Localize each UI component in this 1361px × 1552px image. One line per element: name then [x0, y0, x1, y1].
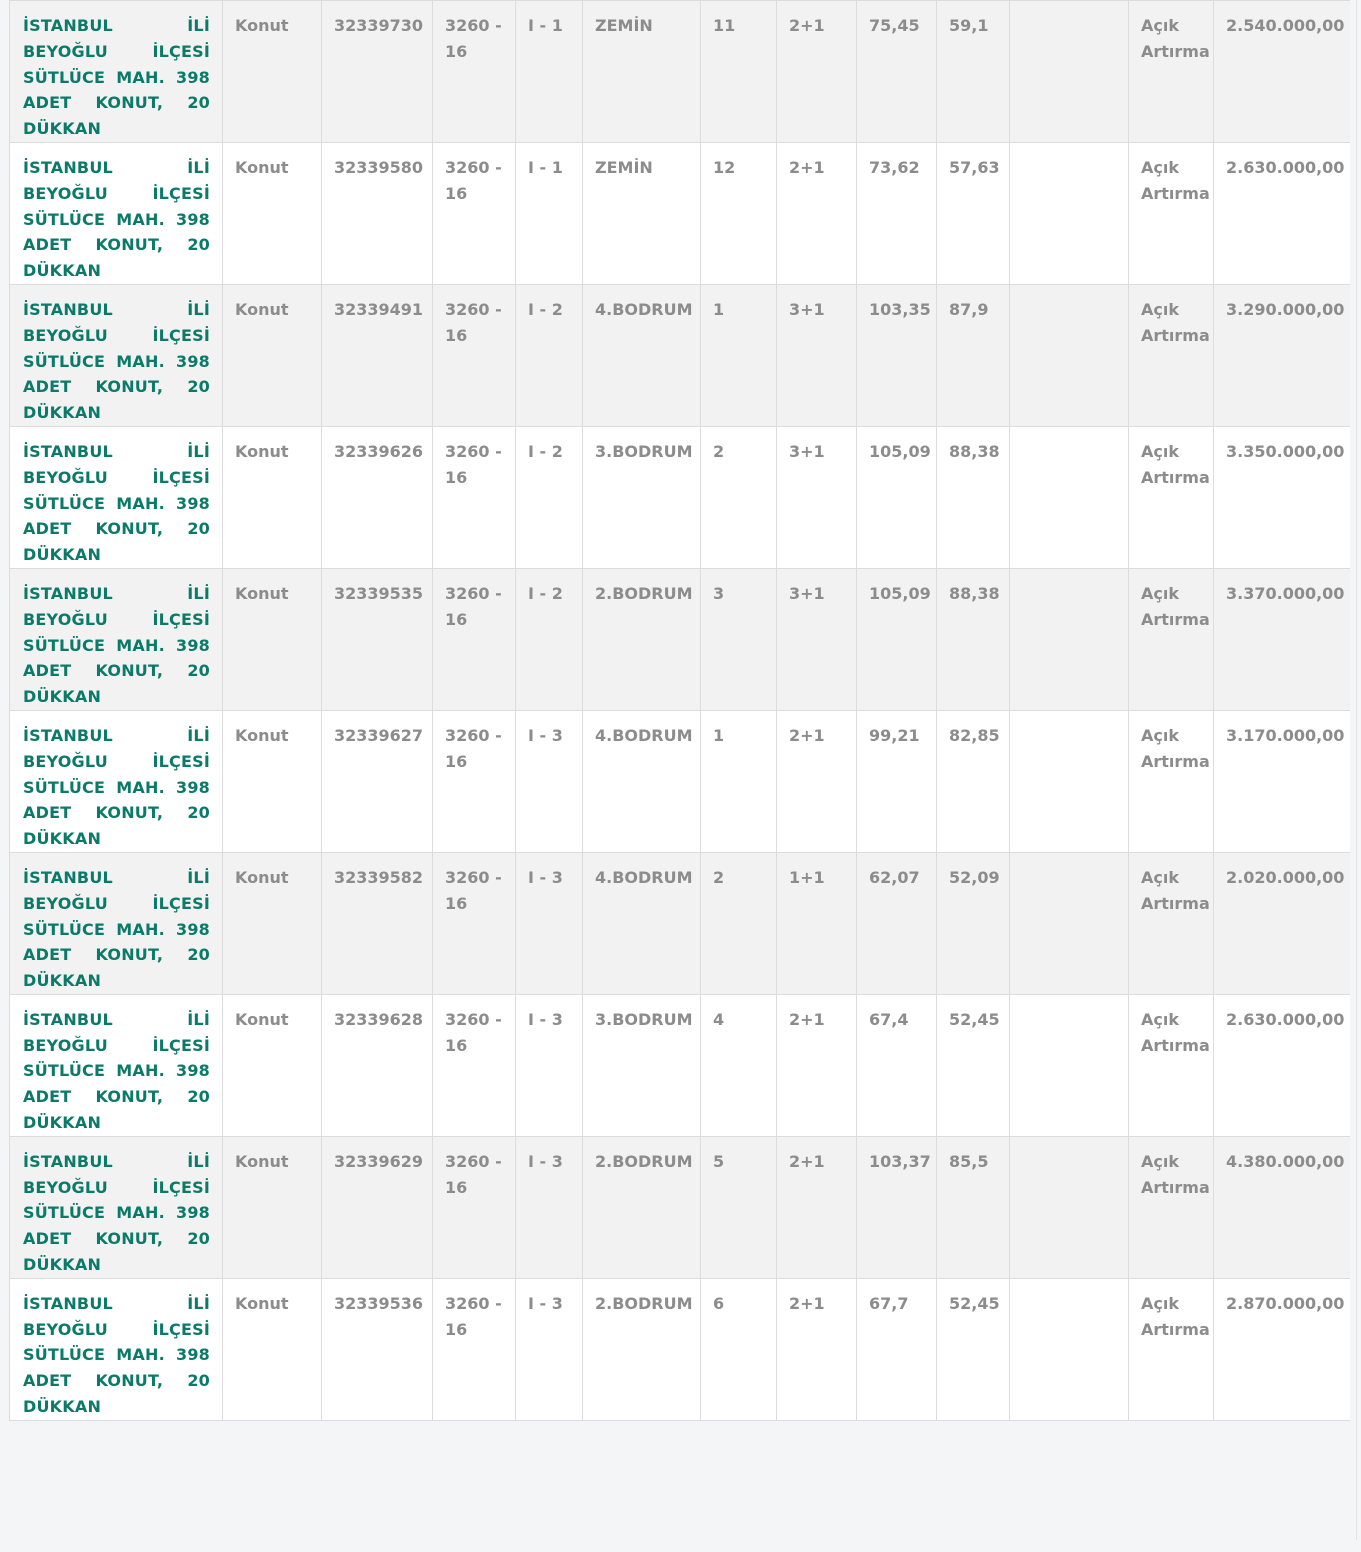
floor-cell: 3.BODRUM: [583, 994, 701, 1136]
net-area-cell: 82,85: [937, 710, 1010, 852]
net-area-cell: 87,9: [937, 284, 1010, 426]
room-count-cell: 2+1: [777, 1278, 857, 1420]
block-cell: 3260 - 16: [433, 568, 516, 710]
floor-cell: 4.BODRUM: [583, 284, 701, 426]
empty-cell: [1010, 426, 1129, 568]
table-row[interactable]: [10, 1, 1351, 143]
gutter-divider: [1356, 0, 1357, 1540]
room-count-cell: 2+1: [777, 142, 857, 284]
block-cell: 3260 - 16: [433, 426, 516, 568]
stage-cell: I - 2: [516, 284, 583, 426]
location-cell: İSTANBUL İLİ BEYOĞLU İLÇESİ SÜTLÜCE MAH. 398 ADET KONUT, 20 DÜKKAN: [10, 994, 223, 1136]
table-row[interactable]: [10, 1278, 1351, 1420]
gross-area-cell: 67,7: [857, 1278, 937, 1420]
table-row[interactable]: [10, 1136, 1351, 1278]
net-area-cell: 88,38: [937, 568, 1010, 710]
net-area-cell: 57,63: [937, 142, 1010, 284]
sale-method-cell: Açık Artırma: [1129, 142, 1214, 284]
listing-table-container: [9, 0, 1350, 1421]
floor-cell: 4.BODRUM: [583, 710, 701, 852]
unit-number-cell: 2: [701, 852, 777, 994]
location-cell: İSTANBUL İLİ BEYOĞLU İLÇESİ SÜTLÜCE MAH. 398 ADET KONUT, 20 DÜKKAN: [10, 1136, 223, 1278]
location-cell: İSTANBUL İLİ BEYOĞLU İLÇESİ SÜTLÜCE MAH. 398 ADET KONUT, 20 DÜKKAN: [10, 568, 223, 710]
unit-number-cell: 5: [701, 1136, 777, 1278]
table-row[interactable]: [10, 994, 1351, 1136]
empty-cell: [1010, 1278, 1129, 1420]
table-row[interactable]: [10, 710, 1351, 852]
stage-cell: I - 3: [516, 994, 583, 1136]
gross-area-cell: 99,21: [857, 710, 937, 852]
type-cell: Konut: [223, 710, 322, 852]
location-cell: İSTANBUL İLİ BEYOĞLU İLÇESİ SÜTLÜCE MAH. 398 ADET KONUT, 20 DÜKKAN: [10, 1278, 223, 1420]
table-row[interactable]: [10, 852, 1351, 994]
type-cell: Konut: [223, 142, 322, 284]
type-cell: Konut: [223, 1, 322, 143]
room-count-cell: 2+1: [777, 1, 857, 143]
price-cell: 3.290.000,00: [1214, 284, 1351, 426]
stage-cell: I - 3: [516, 1278, 583, 1420]
listing-id-cell: 32339626: [322, 426, 433, 568]
room-count-cell: 3+1: [777, 284, 857, 426]
sale-method-cell: Açık Artırma: [1129, 710, 1214, 852]
listing-id-cell: 32339491: [322, 284, 433, 426]
sale-method-cell: Açık Artırma: [1129, 568, 1214, 710]
location-cell: İSTANBUL İLİ BEYOĞLU İLÇESİ SÜTLÜCE MAH. 398 ADET KONUT, 20 DÜKKAN: [10, 284, 223, 426]
listing-id-cell: 32339629: [322, 1136, 433, 1278]
net-area-cell: 88,38: [937, 426, 1010, 568]
block-cell: 3260 - 16: [433, 1278, 516, 1420]
table-row[interactable]: [10, 568, 1351, 710]
unit-number-cell: 1: [701, 284, 777, 426]
room-count-cell: 3+1: [777, 568, 857, 710]
net-area-cell: 52,09: [937, 852, 1010, 994]
sale-method-cell: Açık Artırma: [1129, 284, 1214, 426]
net-area-cell: 85,5: [937, 1136, 1010, 1278]
type-cell: Konut: [223, 994, 322, 1136]
type-cell: Konut: [223, 1278, 322, 1420]
gross-area-cell: 105,09: [857, 426, 937, 568]
listing-id-cell: 32339580: [322, 142, 433, 284]
price-cell: 2.630.000,00: [1214, 142, 1351, 284]
empty-cell: [1010, 284, 1129, 426]
empty-cell: [1010, 994, 1129, 1136]
table-row[interactable]: [10, 142, 1351, 284]
net-area-cell: 52,45: [937, 1278, 1010, 1420]
location-cell: İSTANBUL İLİ BEYOĞLU İLÇESİ SÜTLÜCE MAH. 398 ADET KONUT, 20 DÜKKAN: [10, 142, 223, 284]
floor-cell: 4.BODRUM: [583, 852, 701, 994]
listing-id-cell: 32339628: [322, 994, 433, 1136]
room-count-cell: 2+1: [777, 994, 857, 1136]
price-cell: 2.540.000,00: [1214, 1, 1351, 143]
block-cell: 3260 - 16: [433, 1136, 516, 1278]
location-cell: İSTANBUL İLİ BEYOĞLU İLÇESİ SÜTLÜCE MAH. 398 ADET KONUT, 20 DÜKKAN: [10, 426, 223, 568]
block-cell: 3260 - 16: [433, 284, 516, 426]
unit-number-cell: 2: [701, 426, 777, 568]
price-cell: 3.170.000,00: [1214, 710, 1351, 852]
type-cell: Konut: [223, 426, 322, 568]
empty-cell: [1010, 1, 1129, 143]
type-cell: Konut: [223, 568, 322, 710]
block-cell: 3260 - 16: [433, 852, 516, 994]
room-count-cell: 1+1: [777, 852, 857, 994]
sale-method-cell: Açık Artırma: [1129, 1278, 1214, 1420]
property-listing-table: [9, 0, 1351, 1421]
stage-cell: I - 2: [516, 568, 583, 710]
price-cell: 3.370.000,00: [1214, 568, 1351, 710]
listing-id-cell: 32339535: [322, 568, 433, 710]
price-cell: 2.630.000,00: [1214, 994, 1351, 1136]
unit-number-cell: 4: [701, 994, 777, 1136]
room-count-cell: 2+1: [777, 1136, 857, 1278]
sale-method-cell: Açık Artırma: [1129, 426, 1214, 568]
table-row[interactable]: [10, 426, 1351, 568]
listing-id-cell: 32339730: [322, 1, 433, 143]
sale-method-cell: Açık Artırma: [1129, 994, 1214, 1136]
floor-cell: ZEMİN: [583, 142, 701, 284]
table-body: [10, 1, 1351, 1421]
gross-area-cell: 105,09: [857, 568, 937, 710]
empty-cell: [1010, 852, 1129, 994]
location-cell: İSTANBUL İLİ BEYOĞLU İLÇESİ SÜTLÜCE MAH. 398 ADET KONUT, 20 DÜKKAN: [10, 1, 223, 143]
sale-method-cell: Açık Artırma: [1129, 1136, 1214, 1278]
stage-cell: I - 3: [516, 852, 583, 994]
unit-number-cell: 1: [701, 710, 777, 852]
price-cell: 4.380.000,00: [1214, 1136, 1351, 1278]
block-cell: 3260 - 16: [433, 994, 516, 1136]
unit-number-cell: 12: [701, 142, 777, 284]
listing-id-cell: 32339582: [322, 852, 433, 994]
empty-cell: [1010, 1136, 1129, 1278]
block-cell: 3260 - 16: [433, 142, 516, 284]
stage-cell: I - 3: [516, 710, 583, 852]
listing-id-cell: 32339536: [322, 1278, 433, 1420]
type-cell: Konut: [223, 852, 322, 994]
empty-cell: [1010, 568, 1129, 710]
sale-method-cell: Açık Artırma: [1129, 1, 1214, 143]
stage-cell: I - 1: [516, 1, 583, 143]
price-cell: 2.020.000,00: [1214, 852, 1351, 994]
block-cell: 3260 - 16: [433, 1, 516, 143]
room-count-cell: 2+1: [777, 710, 857, 852]
stage-cell: I - 3: [516, 1136, 583, 1278]
type-cell: Konut: [223, 1136, 322, 1278]
floor-cell: 2.BODRUM: [583, 1136, 701, 1278]
floor-cell: 3.BODRUM: [583, 426, 701, 568]
type-cell: Konut: [223, 284, 322, 426]
floor-cell: ZEMİN: [583, 1, 701, 143]
location-cell: İSTANBUL İLİ BEYOĞLU İLÇESİ SÜTLÜCE MAH. 398 ADET KONUT, 20 DÜKKAN: [10, 710, 223, 852]
table-row[interactable]: [10, 284, 1351, 426]
net-area-cell: 52,45: [937, 994, 1010, 1136]
gross-area-cell: 62,07: [857, 852, 937, 994]
price-cell: 3.350.000,00: [1214, 426, 1351, 568]
floor-cell: 2.BODRUM: [583, 1278, 701, 1420]
unit-number-cell: 6: [701, 1278, 777, 1420]
sale-method-cell: Açık Artırma: [1129, 852, 1214, 994]
stage-cell: I - 2: [516, 426, 583, 568]
net-area-cell: 59,1: [937, 1, 1010, 143]
gross-area-cell: 73,62: [857, 142, 937, 284]
gross-area-cell: 103,35: [857, 284, 937, 426]
gross-area-cell: 75,45: [857, 1, 937, 143]
stage-cell: I - 1: [516, 142, 583, 284]
empty-cell: [1010, 142, 1129, 284]
unit-number-cell: 3: [701, 568, 777, 710]
gross-area-cell: 67,4: [857, 994, 937, 1136]
block-cell: 3260 - 16: [433, 710, 516, 852]
empty-cell: [1010, 710, 1129, 852]
listing-id-cell: 32339627: [322, 710, 433, 852]
price-cell: 2.870.000,00: [1214, 1278, 1351, 1420]
floor-cell: 2.BODRUM: [583, 568, 701, 710]
gross-area-cell: 103,37: [857, 1136, 937, 1278]
room-count-cell: 3+1: [777, 426, 857, 568]
unit-number-cell: 11: [701, 1, 777, 143]
location-cell: İSTANBUL İLİ BEYOĞLU İLÇESİ SÜTLÜCE MAH. 398 ADET KONUT, 20 DÜKKAN: [10, 852, 223, 994]
